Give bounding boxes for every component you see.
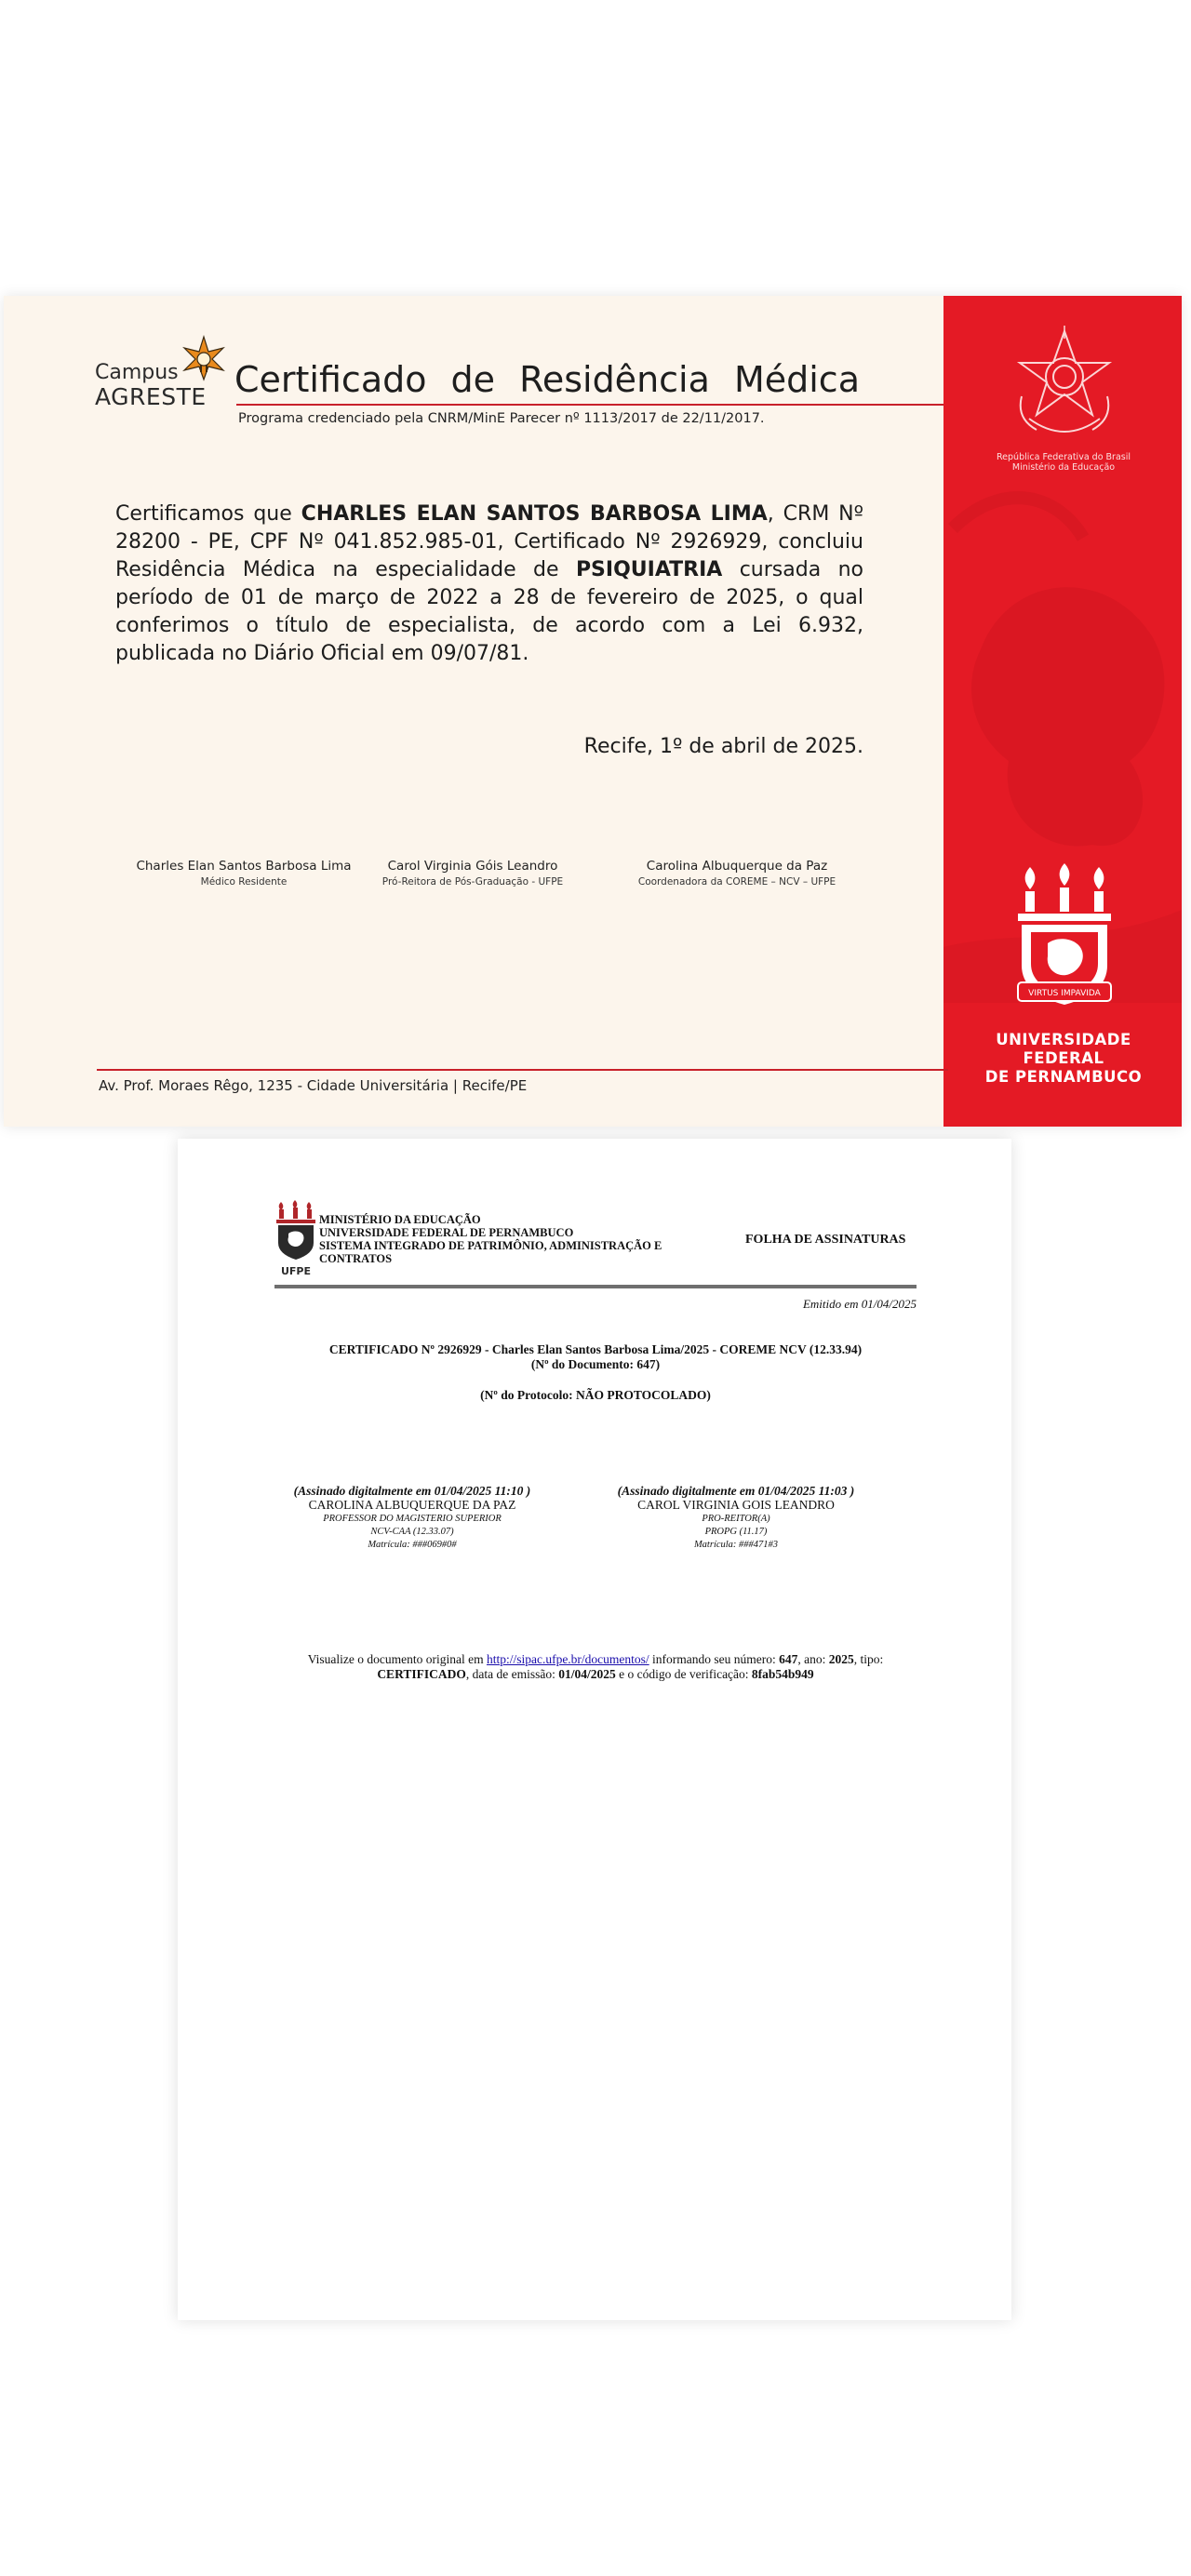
certificate-date: Recife, 1º de abril de 2025. bbox=[583, 735, 863, 758]
agreste-word: AGRESTE bbox=[95, 383, 207, 410]
body-part-2: , CRM Nº 28200 - PE, CPF Nº 041.852.985-01, Certificado Nº 2926929, concluiu Residência Médica na especialidade de bbox=[115, 502, 863, 581]
org-line: CONTRATOS bbox=[319, 1252, 393, 1265]
verify-data: 01/04/2025 bbox=[558, 1667, 616, 1681]
brasil-coat-of-arms-icon bbox=[1009, 326, 1120, 447]
verify-ano-label: , ano: bbox=[797, 1652, 829, 1666]
sheet-title: FOLHA DE ASSINATURAS bbox=[745, 1233, 906, 1247]
resident-name: CHARLES ELAN SANTOS BARBOSA LIMA bbox=[301, 502, 768, 526]
digital-signature-1 bbox=[259, 1485, 566, 1552]
signature-pro-reitora bbox=[342, 858, 603, 889]
signature-resident bbox=[114, 858, 374, 889]
signer-name: CAROLINA ALBUQUERQUE DA PAZ bbox=[308, 1498, 516, 1512]
org-line: MINISTÉRIO DA EDUCAÇÃO bbox=[319, 1213, 481, 1226]
signature-name: Carolina Albuquerque da Paz bbox=[646, 859, 828, 874]
specialty-name: PSIQUIATRIA bbox=[575, 558, 723, 581]
crest-motto: VIRTUS IMPAVIDA bbox=[1028, 989, 1101, 998]
signature-coordenadora bbox=[607, 858, 867, 889]
signed-timestamp: (Assinado digitalmente em 01/04/2025 11:10 ) bbox=[293, 1484, 531, 1498]
signer-matricula: Matrícula: ###069#0# bbox=[368, 1540, 457, 1550]
title-divider bbox=[236, 404, 943, 406]
document-number-line: (Nº do Documento: 647) bbox=[530, 1357, 661, 1371]
issued-date: Emitido em 01/04/2025 bbox=[802, 1297, 917, 1311]
signer-unit: NCV-CAA (12.33.07) bbox=[370, 1527, 454, 1537]
signature-role: Pró-Reitora de Pós-Graduação - UFPE bbox=[381, 876, 564, 888]
protocol-number: (Nº do Protocolo: NÃO PROTOCOLADO) bbox=[480, 1388, 711, 1402]
campus-agreste-logo bbox=[95, 335, 230, 409]
ufpe-logo-icon bbox=[274, 1200, 317, 1278]
verify-ano: 2025 bbox=[828, 1652, 854, 1666]
verify-tipo: CERTIFICADO bbox=[377, 1667, 466, 1681]
campus-word: Campus bbox=[95, 361, 179, 384]
signed-timestamp: (Assinado digitalmente em 01/04/2025 11:03 ) bbox=[617, 1484, 855, 1498]
footer-divider bbox=[97, 1069, 948, 1071]
sun-flower-icon bbox=[181, 335, 227, 381]
signature-sheet bbox=[178, 1139, 1011, 2320]
university-name bbox=[957, 1031, 1171, 1087]
signature-name: Carol Virginia Góis Leandro bbox=[387, 859, 558, 874]
signature-name: Charles Elan Santos Barbosa Lima bbox=[136, 859, 352, 874]
signer-role: PROFESSOR DO MAGISTERIO SUPERIOR bbox=[323, 1514, 502, 1524]
sheet-divider bbox=[274, 1285, 917, 1288]
verify-mid: informando seu número: bbox=[649, 1652, 780, 1666]
verify-prefix: Visualize o documento original em bbox=[307, 1652, 487, 1666]
certificate-subtitle: Programa credenciado pela CNRM/MinE Parecer nº 1113/2017 de 22/11/2017. bbox=[238, 411, 765, 426]
signer-unit: PROPG (11.17) bbox=[704, 1527, 768, 1537]
digital-signature-2 bbox=[582, 1485, 890, 1552]
ufpe-logo-label: UFPE bbox=[280, 1265, 312, 1277]
organization-header bbox=[319, 1213, 662, 1265]
certificate-body-text bbox=[115, 501, 863, 668]
university-name-line: FEDERAL bbox=[1023, 1049, 1104, 1067]
verification-code: 8fab54b949 bbox=[751, 1667, 814, 1681]
signature-role: Médico Residente bbox=[200, 876, 288, 888]
brasil-caption bbox=[957, 452, 1171, 473]
brasil-caption-line: República Federativa do Brasil bbox=[997, 452, 1131, 462]
signature-role: Coordenadora da COREME – NCV – UFPE bbox=[637, 876, 836, 888]
certificate bbox=[4, 296, 1182, 1127]
certificate-address: Av. Prof. Moraes Rêgo, 1235 - Cidade Universitária | Recife/PE bbox=[99, 1077, 528, 1094]
document-identifier bbox=[274, 1342, 917, 1372]
verify-data-label: , data de emissão: bbox=[465, 1667, 559, 1681]
verify-number: 647 bbox=[779, 1652, 798, 1666]
verify-codigo-label: e o código de verificação: bbox=[615, 1667, 752, 1681]
verify-tipo-label: , tipo: bbox=[853, 1652, 884, 1666]
signer-matricula: Matrícula: ###471#3 bbox=[693, 1540, 779, 1550]
brasil-caption-line: Ministério da Educação bbox=[1011, 462, 1116, 473]
org-line: SISTEMA INTEGRADO DE PATRIMÔNIO, ADMINISTRAÇÃO E bbox=[319, 1239, 662, 1252]
certificate-title: Certificado de Residência Médica bbox=[234, 359, 860, 400]
ufpe-crest-icon bbox=[1009, 863, 1120, 1021]
verification-link[interactable]: http://sipac.ufpe.br/documentos/ bbox=[486, 1652, 649, 1666]
signer-role: PRO-REITOR(A) bbox=[702, 1514, 770, 1524]
body-part-3: cursada no período de 01 de março de 2022 a 28 de fevereiro de 2025, o qual conferimos o título de especialista, de acordo com a Lei 6.932, publicada no Diário Oficial em 09/07/81. bbox=[115, 558, 863, 665]
document-title-line: CERTIFICADO Nº 2926929 - Charles Elan Santos Barbosa Lima/2025 - COREME NCV (12.33.94) bbox=[328, 1342, 863, 1356]
university-name-line: UNIVERSIDADE bbox=[996, 1031, 1131, 1048]
body-part-1: Certificamos que bbox=[115, 502, 301, 526]
signer-name: CAROL VIRGINIA GOIS LEANDRO bbox=[637, 1498, 835, 1512]
org-line: UNIVERSIDADE FEDERAL DE PERNAMBUCO bbox=[319, 1226, 574, 1239]
verification-text bbox=[274, 1652, 917, 1682]
university-name-line: DE PERNAMBUCO bbox=[984, 1068, 1143, 1086]
